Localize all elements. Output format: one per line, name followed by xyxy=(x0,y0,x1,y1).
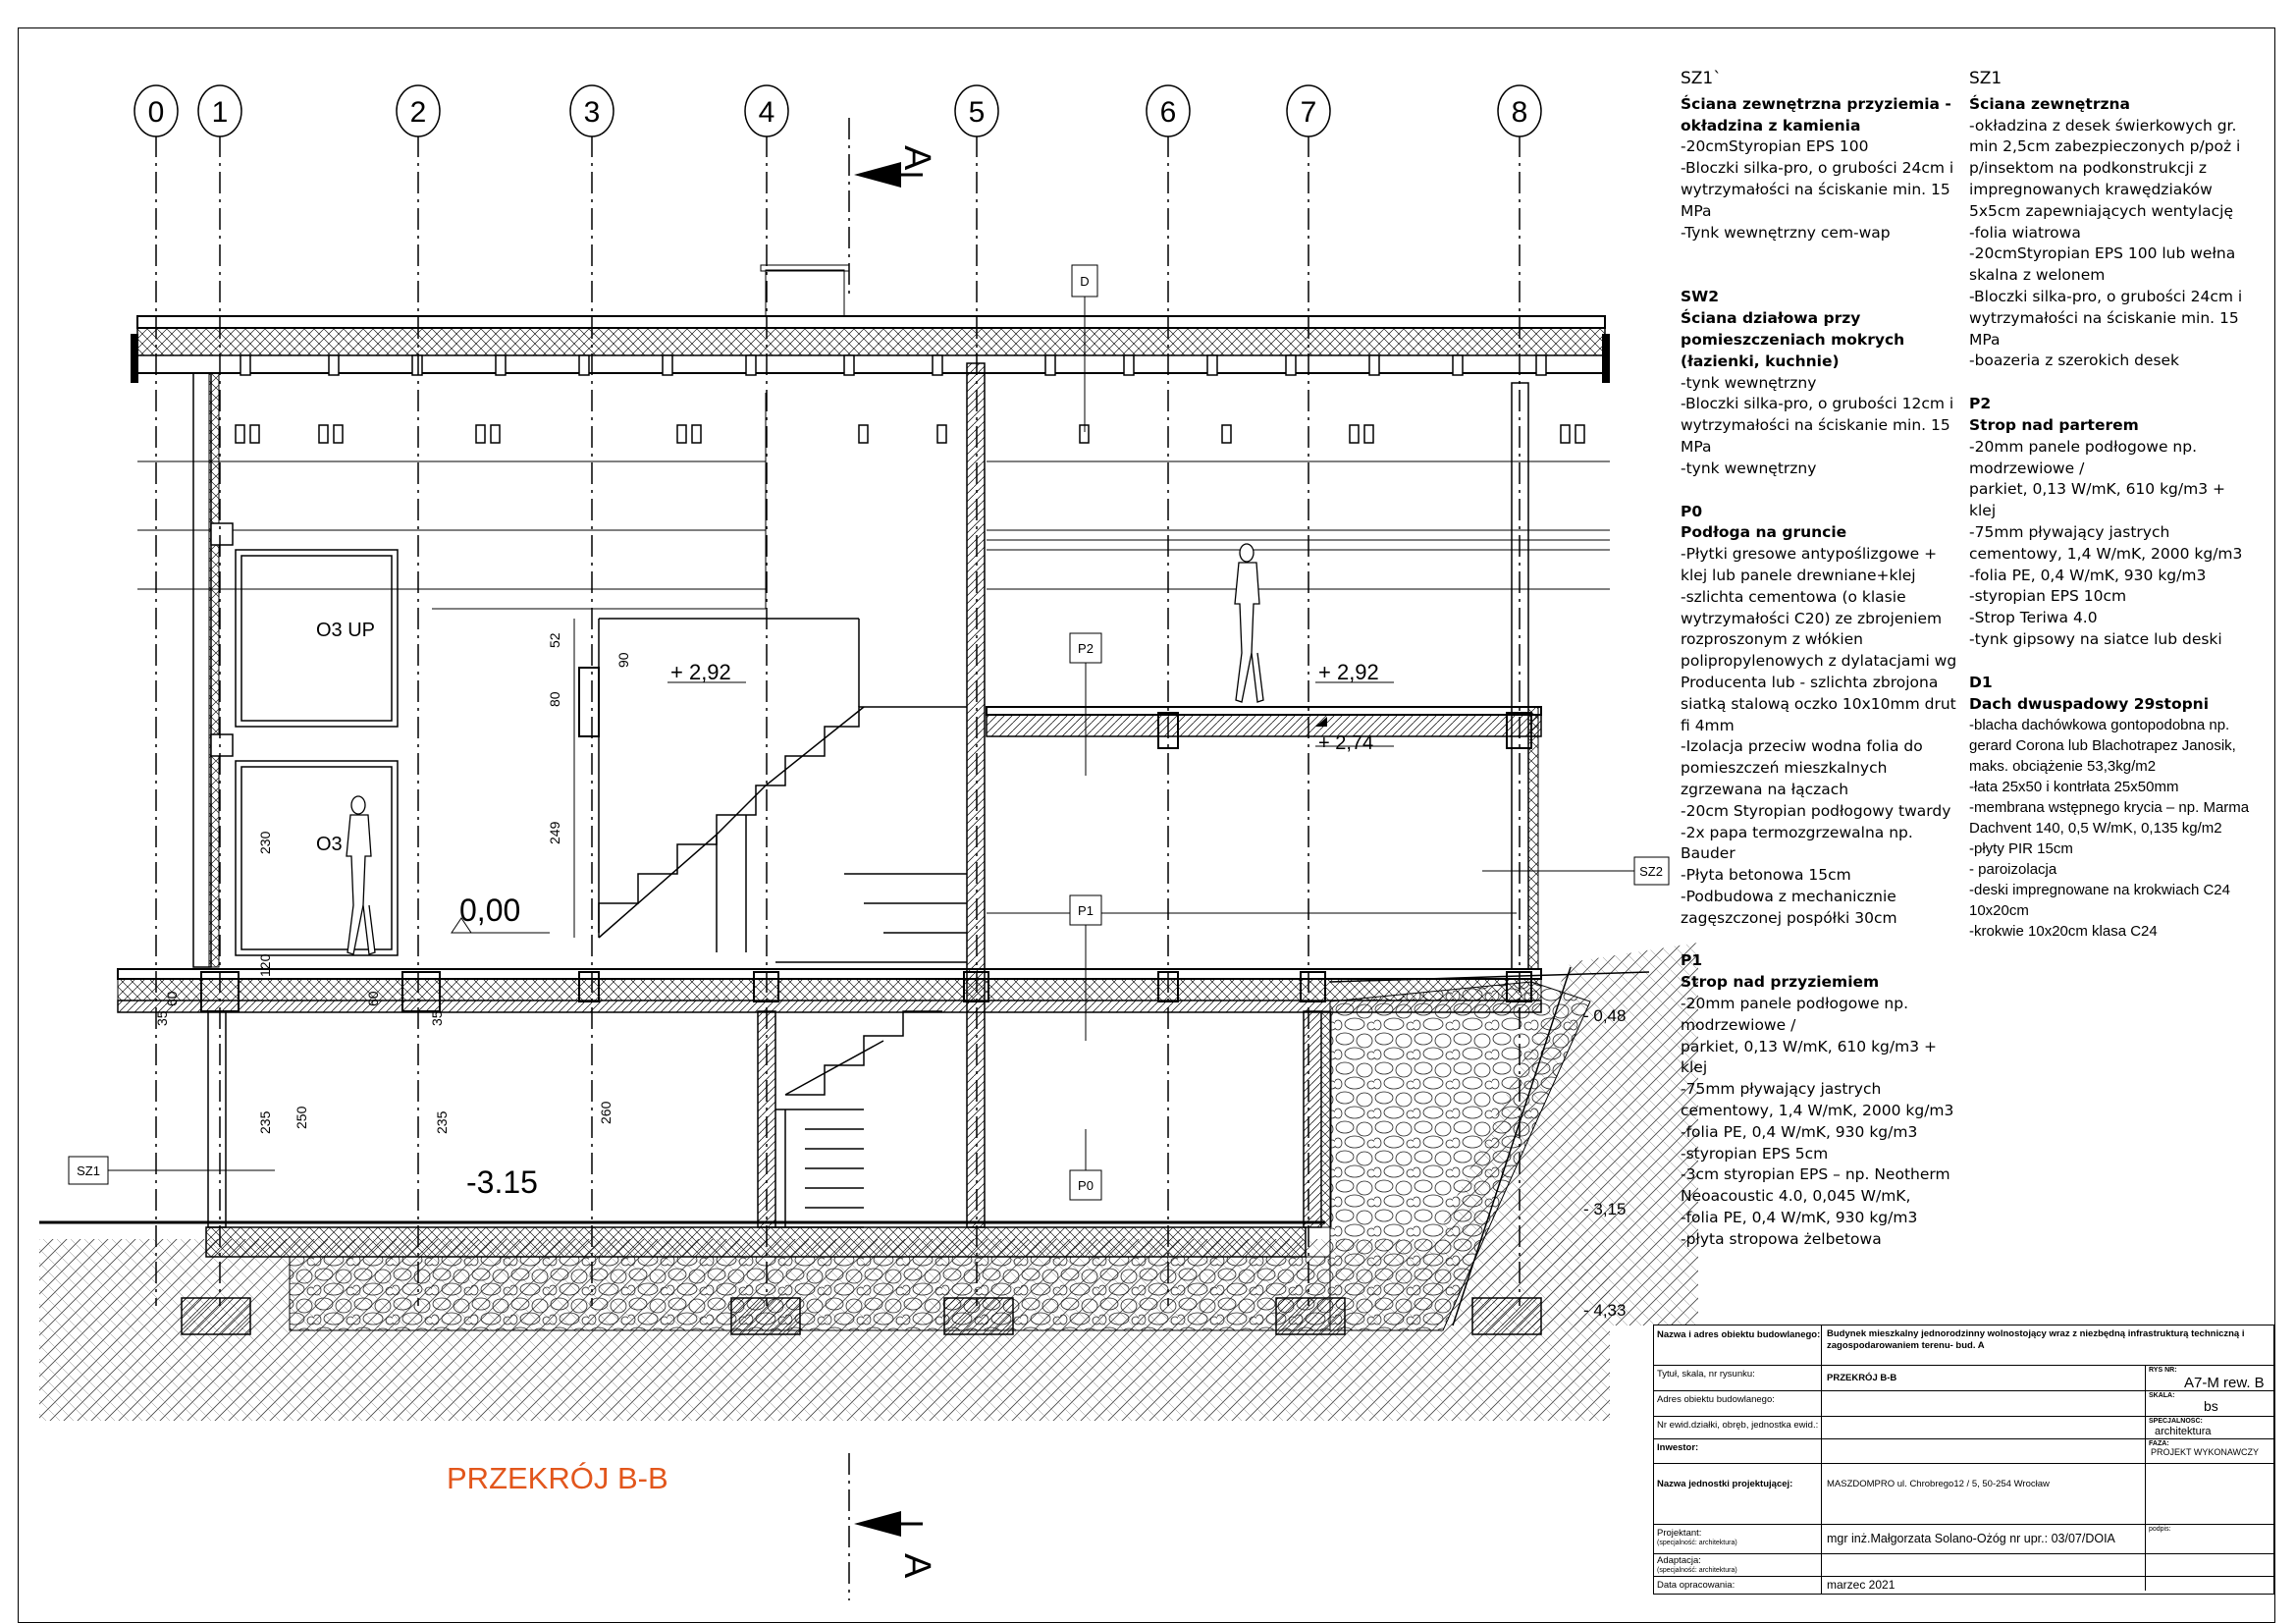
tb-label-sign: podpis: xyxy=(2149,1526,2171,1533)
svg-text:SZ2: SZ2 xyxy=(1639,864,1663,879)
axis-label-5: 5 xyxy=(968,96,986,129)
svg-text:250: 250 xyxy=(294,1106,309,1129)
svg-text:235: 235 xyxy=(257,1110,273,1134)
note-line: -75mm pływający jastrych cementowy, 1,4 W/mK, 2000 kg/m3 xyxy=(1969,522,2243,563)
tb-label-adapt-spec: (specjalność: architektura) xyxy=(1657,1567,1737,1574)
note-line: -folia PE, 0,4 W/mK, 930 kg/m3 xyxy=(1969,566,2207,584)
note-line: -membrana wstępnego krycia – np. Marma Dachvent 140, 0,5 W/mK, 0,135 kg/m2 xyxy=(1969,799,2250,838)
tb-label-adapt: Adaptacja: xyxy=(1657,1555,1701,1566)
svg-text:- 0,48: - 0,48 xyxy=(1583,1006,1627,1025)
note-line: -75mm pływający jastrych cementowy, 1,4 W/mK, 2000 kg/m3 xyxy=(1681,1080,1954,1120)
roof-joists xyxy=(236,355,1584,443)
svg-text:P2: P2 xyxy=(1078,641,1094,656)
svg-text:+ 2,92: + 2,92 xyxy=(670,660,731,684)
svg-text:0,00: 0,00 xyxy=(459,893,521,928)
note-line: -20cmStyropian EPS 100 lub wełna skalna z welonem xyxy=(1969,244,2236,285)
note-sz1-title: Ściana zewnętrzna xyxy=(1969,94,2130,113)
room-label-o3up: O3 UP xyxy=(316,620,376,641)
note-line: parkiet, 0,13 W/mK, 610 kg/m3 + klej xyxy=(1681,1037,1937,1077)
tb-value-title: PRZEKRÓJ B-B xyxy=(1827,1373,1897,1383)
roof xyxy=(131,265,1610,383)
slab-p1 xyxy=(118,969,1541,1012)
note-line: parkiet, 0,13 W/mK, 610 kg/m3 + klej xyxy=(1969,480,2225,520)
note-line: -płyta stropowa żelbetowa xyxy=(1681,1229,1882,1248)
note-line: -Bloczki silka-pro, o grubości 12cm i wytrzymałości na ściskanie min. 15 MPa xyxy=(1681,395,1954,456)
drawing-title: PRZEKRÓJ B-B xyxy=(447,1461,668,1495)
svg-text:60: 60 xyxy=(365,991,381,1006)
note-d1-title: Dach dwuspadowy 29stopni xyxy=(1969,694,2210,713)
svg-text:260: 260 xyxy=(598,1101,614,1124)
note-line: -Bloczki silka-pro, o grubości 24cm i wytrzymałości na ściskanie min. 15 MPa xyxy=(1969,287,2243,349)
tb-label-designer: Projektant: xyxy=(1657,1528,1702,1539)
axis-label-8: 8 xyxy=(1511,96,1528,129)
svg-text:- 4,33: - 4,33 xyxy=(1583,1301,1627,1320)
tb-value-scale: bs xyxy=(2204,1398,2218,1414)
note-line: -folia wiatrowa xyxy=(1969,223,2081,242)
slab-p2 xyxy=(987,707,1541,736)
note-line: -styropian EPS 10cm xyxy=(1969,587,2127,606)
note-line: -Płyta betonowa 15cm xyxy=(1681,866,1851,885)
tb-value-date: marzec 2021 xyxy=(1827,1578,1896,1592)
note-line: -okładzina z desek świerkowych gr. min 2,5cm zabezpieczonych p/poż i p/insektom na podkonstrukcji z impregnowanych krawędziaków 5x5cm zapewniających wentylację xyxy=(1969,116,2241,220)
svg-text:-3.15: -3.15 xyxy=(466,1164,538,1200)
notes-column-right xyxy=(1969,69,2254,942)
svg-text:P1: P1 xyxy=(1078,903,1094,918)
note-d1-code: D1 xyxy=(1969,673,1993,691)
axis-label-2: 2 xyxy=(409,96,427,129)
tb-label-investor: Inwestor: xyxy=(1657,1442,1699,1453)
svg-text:35: 35 xyxy=(154,1010,170,1026)
note-line: -Tynk wewnętrzny cem-wap xyxy=(1681,223,1891,242)
tb-label-date: Data opracowania: xyxy=(1657,1580,1735,1591)
axis-label-7: 7 xyxy=(1300,96,1317,129)
svg-text:80: 80 xyxy=(547,691,562,707)
axis-label-6: 6 xyxy=(1159,96,1177,129)
svg-text:+ 2,74: + 2,74 xyxy=(1318,732,1374,754)
note-line: -tynk wewnętrzny xyxy=(1681,373,1817,392)
tb-label-addr: Adres obiektu budowlanego: xyxy=(1657,1394,1775,1405)
note-sz1b-code: SZ1` xyxy=(1681,69,1722,88)
note-line: -blacha dachówkowa gontopodobna np. gerard Corona lub Blachotrapez Janosik, maks. obciążenie 53,3kg/m2 xyxy=(1969,717,2236,776)
note-line: -2x papa termozgrzewalna np. Bauder xyxy=(1681,823,1913,863)
svg-text:120: 120 xyxy=(257,953,273,977)
section-marker-top xyxy=(849,118,937,295)
tb-value-name: Budynek mieszkalny jednorodzinny wolnostojący wraz z niezbędną infrastrukturą techniczną i zagospodarowaniem terenu- bud. A xyxy=(1827,1328,2245,1351)
svg-text:+ 2,92: + 2,92 xyxy=(1318,660,1379,684)
notes-column-left xyxy=(1681,69,1965,1251)
tb-label-name: Nazwa i adres obiektu budowlanego: xyxy=(1657,1329,1821,1340)
note-sw2-code: SW2 xyxy=(1681,288,1720,306)
section-marker-bottom xyxy=(849,1453,937,1600)
note-line: -Strop Teriwa 4.0 xyxy=(1969,609,2098,627)
note-line: -krokwie 10x20cm klasa C24 xyxy=(1969,923,2158,941)
tb-label-scale: SKALA: xyxy=(2149,1392,2175,1399)
tb-value-unit: MASZDOMPRO ul. Chrobrego12 / 5, 50-254 Wrocław xyxy=(1827,1479,2050,1489)
svg-text:52: 52 xyxy=(547,632,562,648)
svg-text:35: 35 xyxy=(429,1010,445,1026)
note-sz1-code: SZ1 xyxy=(1969,69,2002,88)
svg-text:249: 249 xyxy=(547,821,562,844)
staircase xyxy=(599,619,967,1227)
tb-value-designer: mgr inż.Małgorzata Solano-Ożóg nr upr.: 03/07/DOIA xyxy=(1827,1532,2115,1545)
note-sz1b-title: Ściana zewnętrzna przyziemia -okładzina z kamienia xyxy=(1681,94,1951,135)
note-line: -łata 25x50 i kontrłata 25x50mm xyxy=(1969,779,2179,796)
svg-text:- 3,15: - 3,15 xyxy=(1583,1200,1627,1218)
svg-text:235: 235 xyxy=(434,1110,450,1134)
note-line: -20mm panele podłogowe np. modrzewiowe / xyxy=(1681,995,1909,1034)
tb-label-designer-spec: (specjalność: architektura) xyxy=(1657,1540,1737,1546)
note-line: -Płytki gresowe antypoślizgowe + klej lub panele drewniane+klej xyxy=(1681,545,1938,584)
windows xyxy=(211,523,398,955)
note-line: -20mm panele podłogowe np. modrzewiowe / xyxy=(1969,437,2198,477)
axis-label-1: 1 xyxy=(211,96,229,129)
note-line: - paroizolacja xyxy=(1969,861,2057,879)
svg-text:P0: P0 xyxy=(1078,1178,1094,1193)
note-p0-code: P0 xyxy=(1681,502,1703,520)
svg-text:D: D xyxy=(1080,274,1090,289)
basement-slab xyxy=(206,1227,1306,1257)
note-line: -boazeria z szerokich desek xyxy=(1969,352,2180,370)
title-block xyxy=(1653,1325,2274,1595)
note-line: -tynk wewnętrzny xyxy=(1681,459,1817,477)
note-line: -folia PE, 0,4 W/mK, 930 kg/m3 xyxy=(1681,1209,1918,1227)
note-sw2-title: Ściana działowa przy pomieszczeniach mokrych (łazienki, kuchnie) xyxy=(1681,309,1905,370)
note-p2-code: P2 xyxy=(1969,395,1992,413)
note-line: -20cmStyropian EPS 100 xyxy=(1681,137,1869,156)
tb-label-unit: Nazwa jednostki projektującej: xyxy=(1657,1479,1793,1489)
axis-label-4: 4 xyxy=(758,96,775,129)
note-line: -Izolacja przeciw wodna folia do pomieszczeń mieszkalnych zgrzewana na łączach xyxy=(1681,737,1923,798)
svg-text:230: 230 xyxy=(257,831,273,854)
note-line: -3cm styropian EPS – np. Neotherm Neoacoustic 4.0, 0,045 W/mK, xyxy=(1681,1165,1950,1206)
tb-label-spec: SPECJALNOŚĆ: xyxy=(2149,1418,2203,1425)
tb-value-rys: A7-M rew. B xyxy=(2184,1375,2265,1391)
note-line: -Podbudowa z mechanicznie zagęszczonej pospółki 30cm xyxy=(1681,887,1897,927)
note-line: -Bloczki silka-pro, o grubości 24cm i wytrzymałości na ściskanie min. 15 MPa xyxy=(1681,159,1954,220)
axis-label-0: 0 xyxy=(147,96,165,129)
tb-label-title: Tytuł, skala, nr rysunku: xyxy=(1657,1369,1755,1380)
tb-value-phase: PROJEKT WYKONAWCZY xyxy=(2151,1447,2260,1457)
tb-label-rys: RYS NR: xyxy=(2149,1367,2177,1374)
axis-label-3: 3 xyxy=(583,96,601,129)
note-line: -styropian EPS 5cm xyxy=(1681,1144,1829,1163)
note-line: -folia PE, 0,4 W/mK, 930 kg/m3 xyxy=(1681,1122,1918,1141)
svg-text:90: 90 xyxy=(615,652,631,668)
note-line: -szlichta cementowa (o klasie wytrzymałości C20) ze zbrojeniem rozproszonym z włókien polipropylenowych z dylatacjami wg Producenta lub - szlichta zbrojona siatką stalową oczko 10x10mm drut fi 4mm xyxy=(1681,587,1957,734)
note-line: -tynk gipsowy na siatce lub deski xyxy=(1969,629,2222,648)
tb-label-phase: FAZA: xyxy=(2149,1440,2169,1447)
svg-text:A: A xyxy=(896,145,937,171)
tb-value-spec: architektura xyxy=(2155,1426,2212,1437)
svg-text:SZ1: SZ1 xyxy=(77,1163,100,1178)
room-label-o3: O3 xyxy=(316,834,343,855)
note-p2-title: Strop nad parterem xyxy=(1969,415,2139,434)
note-p0-title: Podłoga na gruncie xyxy=(1681,523,1847,542)
note-line: -20cm Styropian podłogowy twardy xyxy=(1681,801,1951,820)
note-line: -płyty PIR 15cm xyxy=(1969,840,2073,858)
svg-text:60: 60 xyxy=(164,991,180,1006)
note-p1-title: Strop nad przyziemiem xyxy=(1681,973,1880,992)
note-line: -deski impregnowane na krokwiach C24 10x20cm xyxy=(1969,882,2230,920)
svg-text:A: A xyxy=(896,1553,937,1579)
note-p1-code: P1 xyxy=(1681,951,1703,970)
tb-label-plot: Nr ewid.działki, obręb, jednostka ewid.: xyxy=(1657,1420,1819,1431)
